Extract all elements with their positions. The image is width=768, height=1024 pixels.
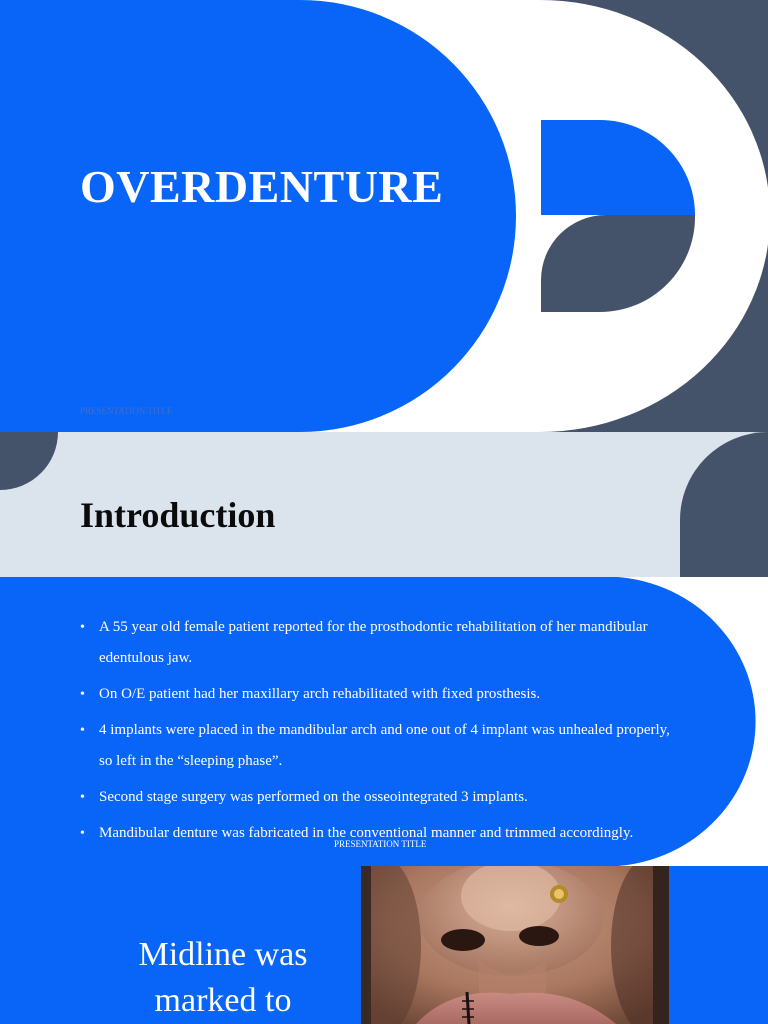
face-closeup-photo (361, 866, 669, 1024)
footer-label: PRESENTATION TITLE (80, 406, 173, 416)
blue-title-panel (0, 0, 516, 432)
slide-title (0, 0, 768, 432)
list-item: • A 55 year old female patient reported for the prosthodontic rehabilitation of her mandibular edentulous jaw. (80, 612, 680, 674)
bullet-list (80, 612, 680, 854)
page-number: 2 (733, 839, 738, 849)
presentation-title: OVERDENTURE (80, 161, 444, 212)
slide-introduction (0, 432, 768, 866)
slide-heading: Introduction (80, 495, 276, 535)
list-item: • 4 implants were placed in the mandibular arch and one out of 4 implant was unhealed properly, so left in the “sleeping phase”. (80, 715, 680, 777)
slide-midline (0, 866, 768, 1024)
list-item: • On O/E patient had her maxillary arch rehabilitated with fixed prosthesis. (80, 679, 680, 710)
slide1-decoration (0, 0, 768, 432)
list-item: • Mandibular denture was fabricated in the conventional manner and trimmed accordingly. (80, 818, 680, 849)
slide-body-text: Midline was marked to (138, 936, 308, 1019)
footer-label: PRESENTATION TITLE (334, 839, 427, 849)
list-item: • Second stage surgery was performed on the osseointegrated 3 implants. (80, 782, 680, 813)
